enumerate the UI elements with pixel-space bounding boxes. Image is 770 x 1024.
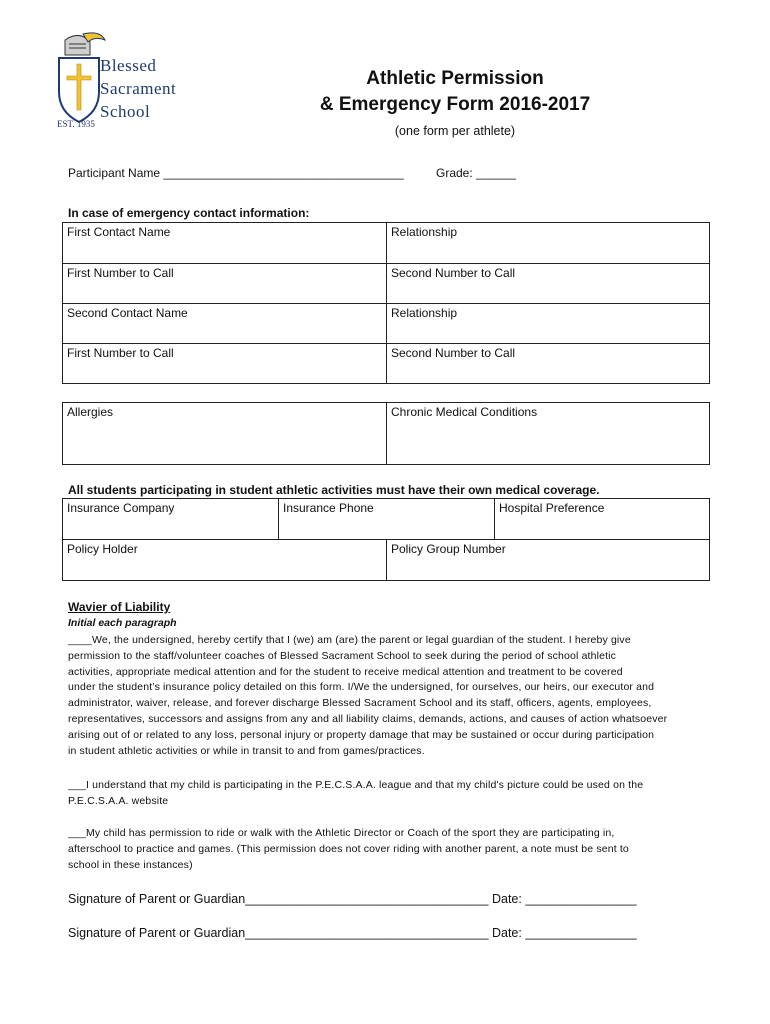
waiver-instruction: Initial each paragraph <box>68 617 177 629</box>
paragraph-line: permission to the staff/volunteer coaches of Blessed Sacrament School to seek during the period of school athletic <box>68 649 617 662</box>
paragraph-line: P.E.C.S.A.A. website <box>68 794 169 807</box>
paragraph-line: in student athletic activities or while in transit to and from games/practices. <box>68 744 425 757</box>
paragraph-line: school in these instances) <box>68 858 193 871</box>
cell-label: Relationship <box>391 306 458 320</box>
policy-table <box>62 539 710 581</box>
cell-label: Second Number to Call <box>391 266 516 280</box>
cell-label: Second Number to Call <box>391 346 516 360</box>
first-number-1-cell[interactable] <box>63 264 387 304</box>
paragraph-line: representatives, successors and assigns from any and all liability claims, demands, actions, and causes of action whatsoever <box>68 712 668 725</box>
cell-label: Second Contact Name <box>67 306 188 320</box>
logo-line-sacrament: Sacrament <box>100 79 177 98</box>
form-title-line-2: & Emergency Form 2016-2017 <box>319 94 591 115</box>
relationship-2-cell[interactable] <box>387 304 710 344</box>
policy-group-number-cell[interactable] <box>387 540 710 581</box>
waiver-heading: Wavier of Liability <box>68 600 171 614</box>
parent-signature-line-1[interactable]: Signature of Parent or Guardian___________________________________ Date: ________________ <box>68 892 637 906</box>
cell-label: Hospital Preference <box>499 501 605 515</box>
emergency-contact-table <box>62 222 710 384</box>
cell-label: Chronic Medical Conditions <box>391 405 538 419</box>
paragraph-line: administrator, waiver, release, and forever discharge Blessed Sacrament School and its staff, officers, agents, employees, <box>68 697 652 710</box>
logo-line-blessed: Blessed <box>100 56 157 75</box>
relationship-1-cell[interactable] <box>387 223 710 264</box>
cell-label: Policy Holder <box>67 542 138 556</box>
insurance-company-cell[interactable] <box>63 499 279 540</box>
cell-label: First Contact Name <box>67 225 171 239</box>
second-contact-name-cell[interactable] <box>63 304 387 344</box>
form-subtitle: (one form per athlete) <box>394 124 516 138</box>
paragraph-line: ____We, the undersigned, hereby certify that I (we) am (are) the parent or legal guardian of the student. I hereby give <box>68 634 631 646</box>
logo-established: EST. 1935 <box>57 119 95 129</box>
insurance-table <box>62 498 710 540</box>
parent-signature-line-2[interactable]: Signature of Parent or Guardian___________________________________ Date: ________________ <box>68 926 637 940</box>
waiver-paragraph-2 <box>68 778 708 810</box>
medical-table <box>62 402 710 465</box>
form-title-line-1: Athletic Permission <box>366 68 544 89</box>
cell-label: First Number to Call <box>67 346 174 360</box>
first-number-2-cell[interactable] <box>63 344 387 384</box>
waiver-paragraph-3 <box>68 826 708 873</box>
second-number-2-cell[interactable] <box>387 344 710 384</box>
emergency-heading: In case of emergency contact information: <box>68 206 310 220</box>
hospital-preference-cell[interactable] <box>495 499 710 540</box>
cell-label: Policy Group Number <box>391 542 506 556</box>
cell-label: Relationship <box>391 225 458 239</box>
chronic-conditions-cell[interactable] <box>387 403 710 465</box>
first-contact-name-cell[interactable] <box>63 223 387 264</box>
insurance-phone-cell[interactable] <box>279 499 495 540</box>
policy-holder-cell[interactable] <box>63 540 387 581</box>
logo-line-school: School <box>100 102 151 121</box>
paragraph-line: under the student’s insurance policy detailed on this form. I/We the undersigned, for ourselves, our heirs, our executor and <box>68 681 655 694</box>
waiver-paragraph-1 <box>68 633 708 759</box>
cell-label: Allergies <box>67 405 114 419</box>
paragraph-line: afterschool to practice and games. (This permission does not cover riding with another parent, a note must be sent to <box>68 842 629 855</box>
grade-field[interactable]: Grade: ______ <box>436 166 517 180</box>
insurance-heading: All students participating in student athletic activities must have their own medical coverage. <box>68 483 600 497</box>
cell-label: Insurance Phone <box>283 501 374 515</box>
second-number-1-cell[interactable] <box>387 264 710 304</box>
paragraph-line: arising out of or related to any loss, personal injury or property damage that may be sustained or occur during participation <box>68 728 655 741</box>
paragraph-line: activities, appropriate medical attention and for the student to receive medical attention and treatment to be covered <box>68 665 623 678</box>
participant-name-field[interactable]: Participant Name ____________________________________ <box>68 166 404 180</box>
paragraph-line: ___I understand that my child is participating in the P.E.C.S.A.A. league and that my child's picture could be used on the <box>68 779 644 791</box>
paragraph-line: ___My child has permission to ride or walk with the Athletic Director or Coach of the sport they are participating in, <box>68 827 615 839</box>
allergies-cell[interactable] <box>63 403 387 465</box>
cell-label: Insurance Company <box>67 501 175 515</box>
cell-label: First Number to Call <box>67 266 174 280</box>
